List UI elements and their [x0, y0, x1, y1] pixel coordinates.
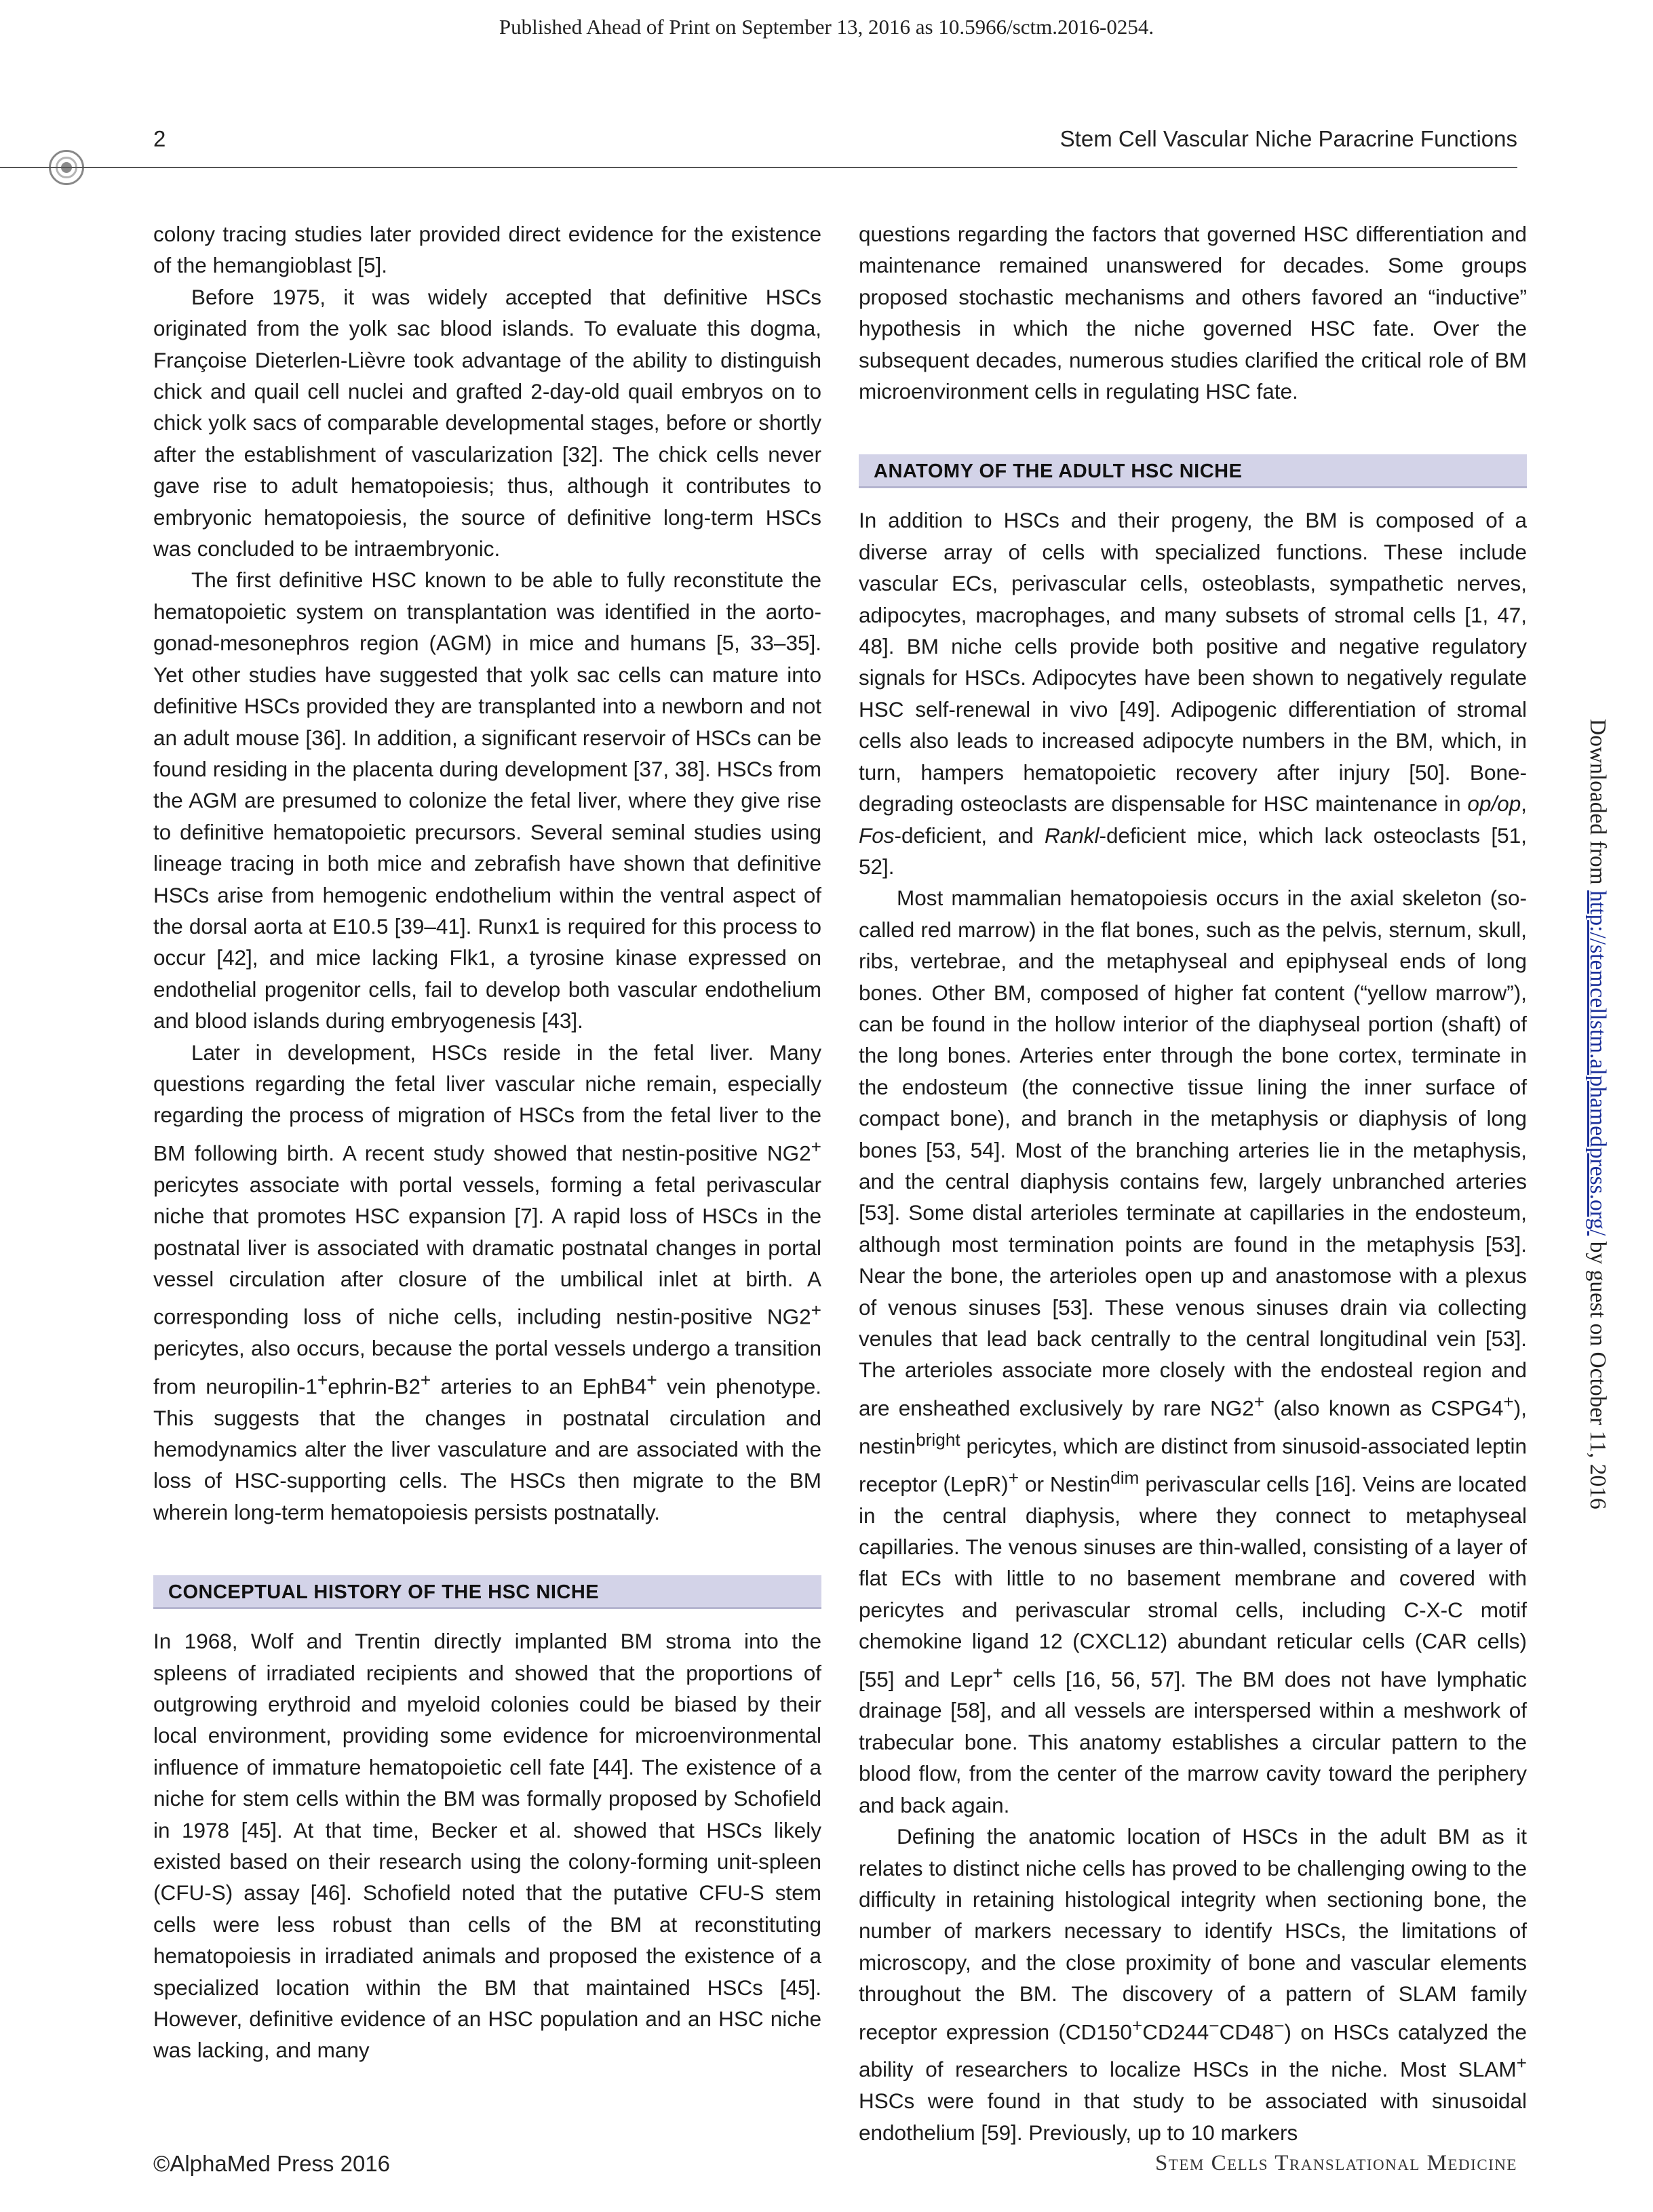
- superscript: +: [1008, 1467, 1019, 1488]
- section-heading: CONCEPTUAL HISTORY OF THE HSC NICHE: [153, 1575, 821, 1609]
- superscript: +: [811, 1300, 821, 1321]
- text-run: Defining the anatomic location of HSCs in the adult BM as it relates to distinct niche cells has proved to be challenging owing to the difficulty in retaining histological integrity when sectioning bone, the number of markers necessary to identify HSCs, the limitations of microscopy, and the close proximity of bone and vascular elements throughout the BM. The discovery of a pattern of SLAM family receptor expression (CD150: [859, 1824, 1527, 2045]
- superscript: +: [317, 1369, 328, 1390]
- text-run: CD48: [1219, 2019, 1275, 2045]
- gene-name: Fos: [859, 823, 895, 848]
- superscript: +: [1131, 2015, 1143, 2036]
- text-run: ), nestin: [859, 1396, 1527, 1459]
- running-title: Stem Cell Vascular Niche Paracrine Functions: [1059, 126, 1517, 151]
- text-run: perivascular cells [16]. Veins are located in the central diaphysis, where they connect to metaphyseal capillaries. The venous sinuses are thin-walled, consisting of a layer of flat ECs with little to no basement membrane and covered with pericytes and perivascular stromal cells, including C-X-C motif chemokine ligand 12 (CXCL12) abundant reticular cells (CAR cells) [55] and Lepr: [859, 1472, 1527, 1692]
- text-run: Later in development, HSCs reside in the fetal liver. Many questions regarding the fetal liver vascular niche remain, especially regarding the process of migration of HSCs from the fetal liver to the BM following birth. A recent study showed that nestin-positive NG2: [153, 1040, 821, 1166]
- text-run: ) on HSCs catalyzed the ability of researchers to localize HSCs in the niche. Most SLAM: [859, 2019, 1527, 2082]
- superscript: +: [992, 1662, 1003, 1683]
- superscript: −: [1274, 2015, 1285, 2036]
- page-number: 2: [153, 126, 166, 151]
- superscript: +: [1253, 1391, 1265, 1412]
- text-run: vein phenotype. This suggests that the changes in postnatal circulation and hemodynamics alter the liver vasculature and are associated with the loss of HSC-supporting cells. The HSCs then migrate to the BM wherein long-term hematopoiesis persists postnatally.: [153, 1374, 821, 1524]
- superscript: +: [811, 1136, 821, 1157]
- text-run: CD244: [1142, 2019, 1209, 2045]
- paragraph: [859, 1821, 1527, 2148]
- text-run: (also known as CSPG4: [1264, 1396, 1504, 1421]
- text-run: pericytes, which are distinct from sinusoid-associated leptin receptor (LepR): [859, 1434, 1527, 1497]
- text-run: pericytes associate with portal vessels, forming a fetal perivascular niche that promotes HSC expansion [7]. A rapid loss of HSCs in the postnatal liver is associated with dramatic postnatal changes in portal vessel circulation after closure of the umbilical inlet at birth. A corresponding loss of niche cells, including nestin-positive NG2: [153, 1172, 821, 1329]
- text-run: arteries to an EphB4: [431, 1374, 647, 1399]
- gene-name: op/op: [1467, 791, 1521, 816]
- superscript: −: [1209, 2015, 1220, 2036]
- paragraph: [859, 505, 1527, 882]
- superscript: dim: [1110, 1467, 1140, 1488]
- gene-name: Rankl: [1044, 823, 1100, 848]
- section-heading: ANATOMY OF THE ADULT HSC NICHE: [859, 454, 1527, 488]
- text-run: ,: [1521, 791, 1527, 816]
- superscript: +: [1503, 1391, 1514, 1412]
- paragraph: [859, 882, 1527, 1821]
- text-run: cells [16, 56, 57]. The BM does not have lymphatic drainage [58], and all vessels are interspersed within a meshwork of trabecular bone. This anatomy establishes a circular pattern to the blood flow, from the center of the marrow cavity toward the periphery and back again.: [859, 1667, 1528, 1817]
- superscript: +: [646, 1369, 657, 1390]
- download-stamp: [1584, 719, 1625, 1594]
- text-run: Most mammalian hematopoiesis occurs in the axial skeleton (so-called red marrow) in the flat bones, such as the pelvis, sternum, skull, ribs, vertebrae, and the metaphyseal and epiphyseal ends of long bones. Other BM, composed of higher fat content (“yellow marrow”), can be found in the hollow interior of the diaphyseal portion (shaft) of the long bones. Arteries enter through the bone cortex, terminate in the endosteum (the connective tissue lining the inner surface of compact bone), and branch in the metaphysis or diaphysis of long bones [53, 54]. Most of the branching arteries lie in the metaphysis, and the central diaphysis contains few, largely unbranched arteries [53]. Some distal arterioles terminate at capillaries in the endosteum, although most termination points are found in the metaphysis [53]. Near the bone, the arterioles open up and anastomose with a plexus of venous sinuses [53]. These venous sinuses drain via collecting venules that lead back centrally to the central longitudinal vein [53]. The arterioles associate more closely with the endosteal region and are ensheathed exclusively by rare NG2: [859, 886, 1527, 1421]
- right-column: [859, 218, 1527, 2148]
- text-run: ephrin-B2: [328, 1374, 421, 1399]
- paragraph: Before 1975, it was widely accepted that definitive HSCs originated from the yolk sac blood islands. To evaluate this dogma, Françoise Dieterlen-Lièvre took advantage of the ability to distinguish chick and quail cell nuclei and grafted 2-day-old quail embryos on to chick yolk sacs of comparable developmental stages, before or shortly after the establishment of vascularization [32]. The chick cells never gave rise to adult hematopoiesis; thus, although it contributes to embryonic hematopoiesis, the source of definitive long-term HSCs was concluded to be intraembryonic.: [153, 284, 821, 561]
- paragraph: questions regarding the factors that governed HSC differentiation and maintenance remained unanswered for decades. Some groups proposed stochastic mechanisms and others favored an “inductive” hypothesis in which the niche governed HSC fate. Over the subsequent decades, numerous studies clarified the critical role of BM microenvironment cells in regulating HSC fate.: [859, 222, 1527, 404]
- download-stamp-text: [1584, 719, 1610, 1594]
- superscript: bright: [916, 1429, 960, 1450]
- text-run: pericytes, also occurs, because the portal vessels undergo a transition from neuropilin-1: [153, 1336, 821, 1399]
- paragraph: The first definitive HSC known to be able to fully reconstitute the hematopoietic system on transplantation was identified in the aorto-gonad-mesonephros region (AGM) in mice and humans [5, 33–35]. Yet other studies have suggested that yolk sac cells can mature into definitive HSCs provided they are transplanted into a newborn and not an adult mouse [36]. In addition, a significant reservoir of HSCs can be found residing in the placenta during development [37, 38]. HSCs from the AGM are presumed to colonize the fetal liver, where they give rise to definitive hematopoietic precursors. Several seminal studies using lineage tracing in both mice and zebrafish have shown that definitive HSCs arise from hemogenic endothelium within the ventral aspect of the dorsal aorta at E10.5 [39–41]. Runx1 is required for this process to occur [42], and mice lacking Flk1, a tyrosine kinase expressed on endothelial progenitor cells, fail to develop both vascular endothelium and blood islands during embryogenesis [43].: [153, 568, 821, 1033]
- header-divider: [0, 167, 1517, 168]
- publication-notice: Published Ahead of Print on September 13, 2016 as 10.5966/sctm.2016-0254.: [499, 15, 1154, 39]
- text-run: or Nestin: [1019, 1472, 1111, 1497]
- stamp-suffix: by guest on October 11, 2016: [1585, 1236, 1610, 1509]
- text-run: -deficient, and: [894, 823, 1045, 848]
- text-run: In addition to HSCs and their progeny, the BM is composed of a diverse array of cells with specialized functions. These include vascular ECs, perivascular cells, osteoblasts, sympathetic nerves, adipocytes, macrophages, and many subsets of stromal cells [1, 47, 48]. BM niche cells provide both positive and negative regulatory signals for HSCs. Adipocytes have been shown to negatively regulate HSC self-renewal in vivo [49]. Adipogenic differentiation of stromal cells also leads to increased adipocyte numbers in the BM, which, in turn, hampers hematopoietic recovery after injury [50]. Bone-degrading osteoclasts are dispensable for HSC maintenance in: [859, 508, 1527, 816]
- text-run: -deficient mice, which lack osteoclasts [51, 52].: [859, 823, 1527, 879]
- journal-link[interactable]: http://stemcellstm.alphamedpress.org/: [1585, 890, 1610, 1236]
- paragraph: In 1968, Wolf and Trentin directly implanted BM stroma into the spleens of irradiated recipients and showed that the proportions of outgrowing erythroid and myeloid colonies could be biased by their local environment, providing some evidence for microenvironmental influence of immature hematopoietic cell fate [44]. The existence of a niche for stem cells within the BM was formally proposed by Schofield in 1978 [45]. At that time, Becker et al. showed that HSCs likely existed based on their research using the colony-forming unit-spleen (CFU-S) assay [46]. Schofield noted that the putative CFU-S stem cells were less robust than cells of the BM at reconstituting hematopoiesis in irradiated animals and proposed the existence of a specialized location within the BM that maintained HSCs [45]. However, definitive evidence of an HSC population and an HSC niche was lacking, and many: [153, 1629, 821, 2063]
- superscript: +: [420, 1369, 431, 1390]
- superscript: +: [1516, 2053, 1527, 2074]
- left-column: [153, 218, 821, 2066]
- stamp-prefix: Downloaded from: [1585, 719, 1610, 891]
- paragraph: [153, 1037, 821, 1528]
- footer-journal-name: Stem Cells Translational Medicine: [1154, 2151, 1517, 2175]
- paragraph: colony tracing studies later provided direct evidence for the existence of the hemangioblast [5].: [153, 222, 821, 278]
- footer-copyright: ©AlphaMed Press 2016: [153, 2151, 391, 2176]
- text-run: HSCs were found in that study to be associated with sinusoidal endothelium [59]. Previously, up to 10 markers: [859, 2089, 1527, 2145]
